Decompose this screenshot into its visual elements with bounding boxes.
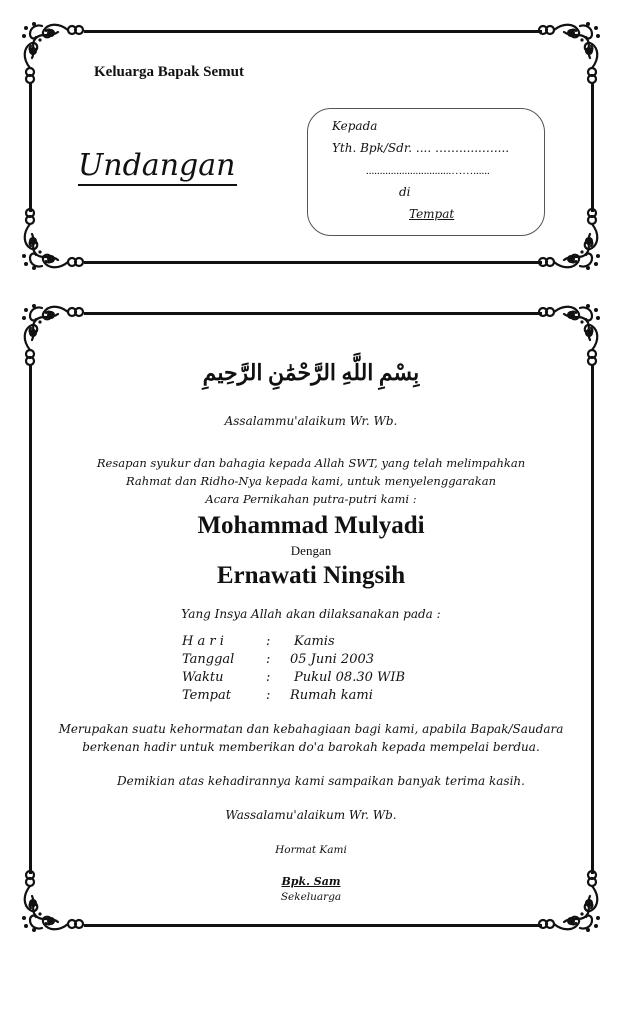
request-line: berkenan hadir untuk memberikan do'a barokah kepada mempelai berdua. — [82, 740, 540, 754]
connector-text: Dengan — [290, 543, 332, 558]
detail-value: 05 Juni 2003 — [290, 652, 375, 667]
detail-label: Tempat — [182, 688, 231, 703]
detail-label: Waktu — [182, 670, 224, 685]
detail-separator: : — [266, 652, 271, 667]
detail-separator: : — [266, 670, 271, 685]
bride-name: Ernawati Ningsih — [216, 562, 406, 589]
family-label: Keluarga Bapak Semut — [94, 64, 245, 80]
signer-name-text: Bpk. Sam — [281, 875, 341, 888]
bismillah-calligraphy: بِسْمِ اللَّهِ الرَّحْمَٰنِ الرَّحِيمِ — [202, 360, 420, 385]
schedule-intro: Yang Insya Allah akan dilaksanakan pada : — [181, 607, 441, 621]
closing-greeting: Wassalamu'alaikum Wr. Wb. — [225, 808, 397, 822]
detail-separator: : — [266, 688, 271, 703]
recipient-label: Yth. Bpk/Sdr. — [332, 141, 413, 155]
to-label: Kepada — [332, 119, 378, 133]
thanks-text: Demikian atas kehadirannya kami sampaikan banyak terima kasih. — [117, 774, 525, 788]
detail-separator: : — [266, 634, 271, 649]
detail-value: Pukul 08.30 WIB — [294, 670, 406, 685]
signer-suffix: Sekeluarga — [280, 891, 342, 903]
detail-label: H a r i — [182, 634, 224, 649]
signer-name — [0, 875, 622, 888]
envelope-title: Undangan — [78, 150, 237, 186]
detail-label: Tanggal — [182, 652, 235, 667]
greeting: Assalammu'alaikum Wr. Wb. — [224, 414, 398, 428]
place-label: Tempat — [409, 207, 455, 221]
border-top — [84, 312, 542, 315]
request-line: Merupakan suatu kehormatan dan kebahagiaan bagi kami, apabila Bapak/Saudara — [58, 722, 564, 736]
border-bottom — [84, 924, 542, 927]
intro-line: Resapan syukur dan bahagia kepada Allah SWT, yang telah melimpahkan — [96, 456, 526, 470]
recipient-dots[interactable]: .... ……......….... — [415, 141, 510, 155]
detail-value: Rumah kami — [290, 688, 373, 703]
groom-name: Mohammad Mulyadi — [197, 512, 425, 539]
di-label: di — [399, 185, 411, 199]
intro-line: Acara Pernikahan putra-putri kami : — [205, 492, 417, 506]
regards-text: Hormat Kami — [275, 844, 347, 856]
detail-value: Kamis — [294, 634, 335, 649]
intro-line: Rahmat dan Ridho-Nya kepada kami, untuk menyelenggarakan — [125, 474, 496, 488]
second-line-dots[interactable]: ...............................……...... — [366, 165, 490, 177]
